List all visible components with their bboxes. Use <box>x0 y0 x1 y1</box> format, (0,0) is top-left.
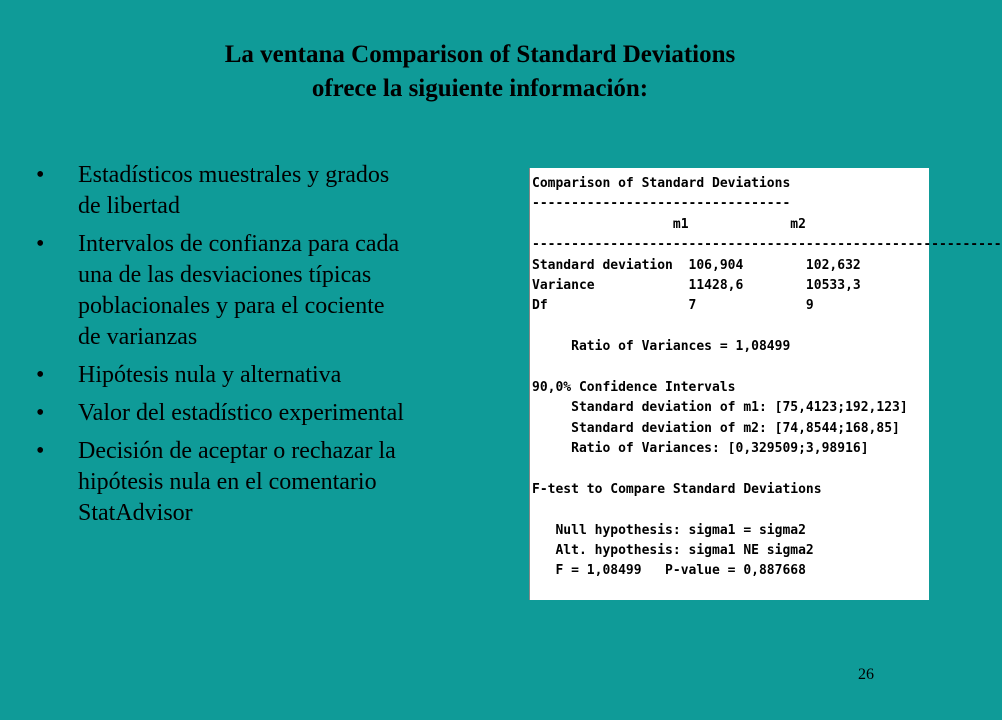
bullet-line: StatAdvisor <box>78 500 193 526</box>
bullet-marker: • <box>36 438 45 464</box>
bullet-line: una de las desviaciones típicas <box>78 262 372 288</box>
output-line <box>532 317 929 337</box>
bullet-line: Hipótesis nula y alternativa <box>78 362 342 388</box>
output-line: Standard deviation 106,904 102,632 <box>532 257 861 273</box>
output-line <box>532 500 929 520</box>
output-line: Ratio of Variances = 1,08499 <box>532 339 791 355</box>
output-line <box>532 459 929 479</box>
output-line: 90,0% Confidence Intervals <box>532 379 736 395</box>
output-line: m1 m2 <box>532 216 806 232</box>
statgraphics-output-panel <box>529 168 1002 600</box>
title-line-2: ofrece la siguiente información: <box>311 75 649 102</box>
bullet-line: de varianzas <box>78 324 198 350</box>
output-line: Null hypothesis: sigma1 = sigma2 <box>532 522 806 538</box>
output-line: F = 1,08499 P-value = 0,887668 <box>532 563 806 579</box>
output-line: Comparison of Standard Deviations <box>532 176 791 191</box>
bullet-marker: • <box>36 400 45 426</box>
bullet-line: Intervalos de confianza para cada <box>78 231 400 257</box>
bullet-item <box>36 398 516 429</box>
bullet-item <box>36 160 516 222</box>
output-line: F-test to Compare Standard Deviations <box>532 481 822 497</box>
output-line: Alt. hypothesis: sigma1 NE sigma2 <box>532 543 814 559</box>
bullet-line: Valor del estadístico experimental <box>78 400 404 426</box>
slide-title <box>60 38 900 106</box>
bullet-item <box>36 229 516 353</box>
bullet-line: Estadísticos muestrales y grados <box>78 162 390 188</box>
bullet-item <box>36 436 516 529</box>
bullet-list <box>36 160 516 536</box>
output-line: Ratio of Variances: [0,329509;3,98916] <box>532 441 869 457</box>
output-line: Standard deviation of m2: [74,8544;168,85] <box>532 420 900 436</box>
output-line: Standard deviation of m1: [75,4123;192,123] <box>532 400 908 416</box>
bullet-line: hipótesis nula en el comentario <box>78 469 377 495</box>
bullet-line: poblacionales y para el cociente <box>78 293 385 319</box>
output-line: Df 7 9 <box>532 298 814 314</box>
output-line: --------------------------------- <box>532 196 791 212</box>
page-number: 26 <box>858 666 874 683</box>
title-line-1: La ventana Comparison of Standard Deviations <box>224 41 736 68</box>
bullet-item <box>36 360 516 391</box>
output-line: Variance 11428,6 10533,3 <box>532 277 861 293</box>
bullet-marker: • <box>36 362 45 388</box>
bullet-line: de libertad <box>78 193 180 219</box>
output-line: ------------------------------------------------------------ <box>532 237 1002 253</box>
output-text <box>530 168 1002 582</box>
bullet-marker: • <box>36 231 45 257</box>
bullet-line: Decisión de aceptar o rechazar la <box>78 438 396 464</box>
bullet-marker: • <box>36 162 45 188</box>
output-line <box>532 358 929 378</box>
